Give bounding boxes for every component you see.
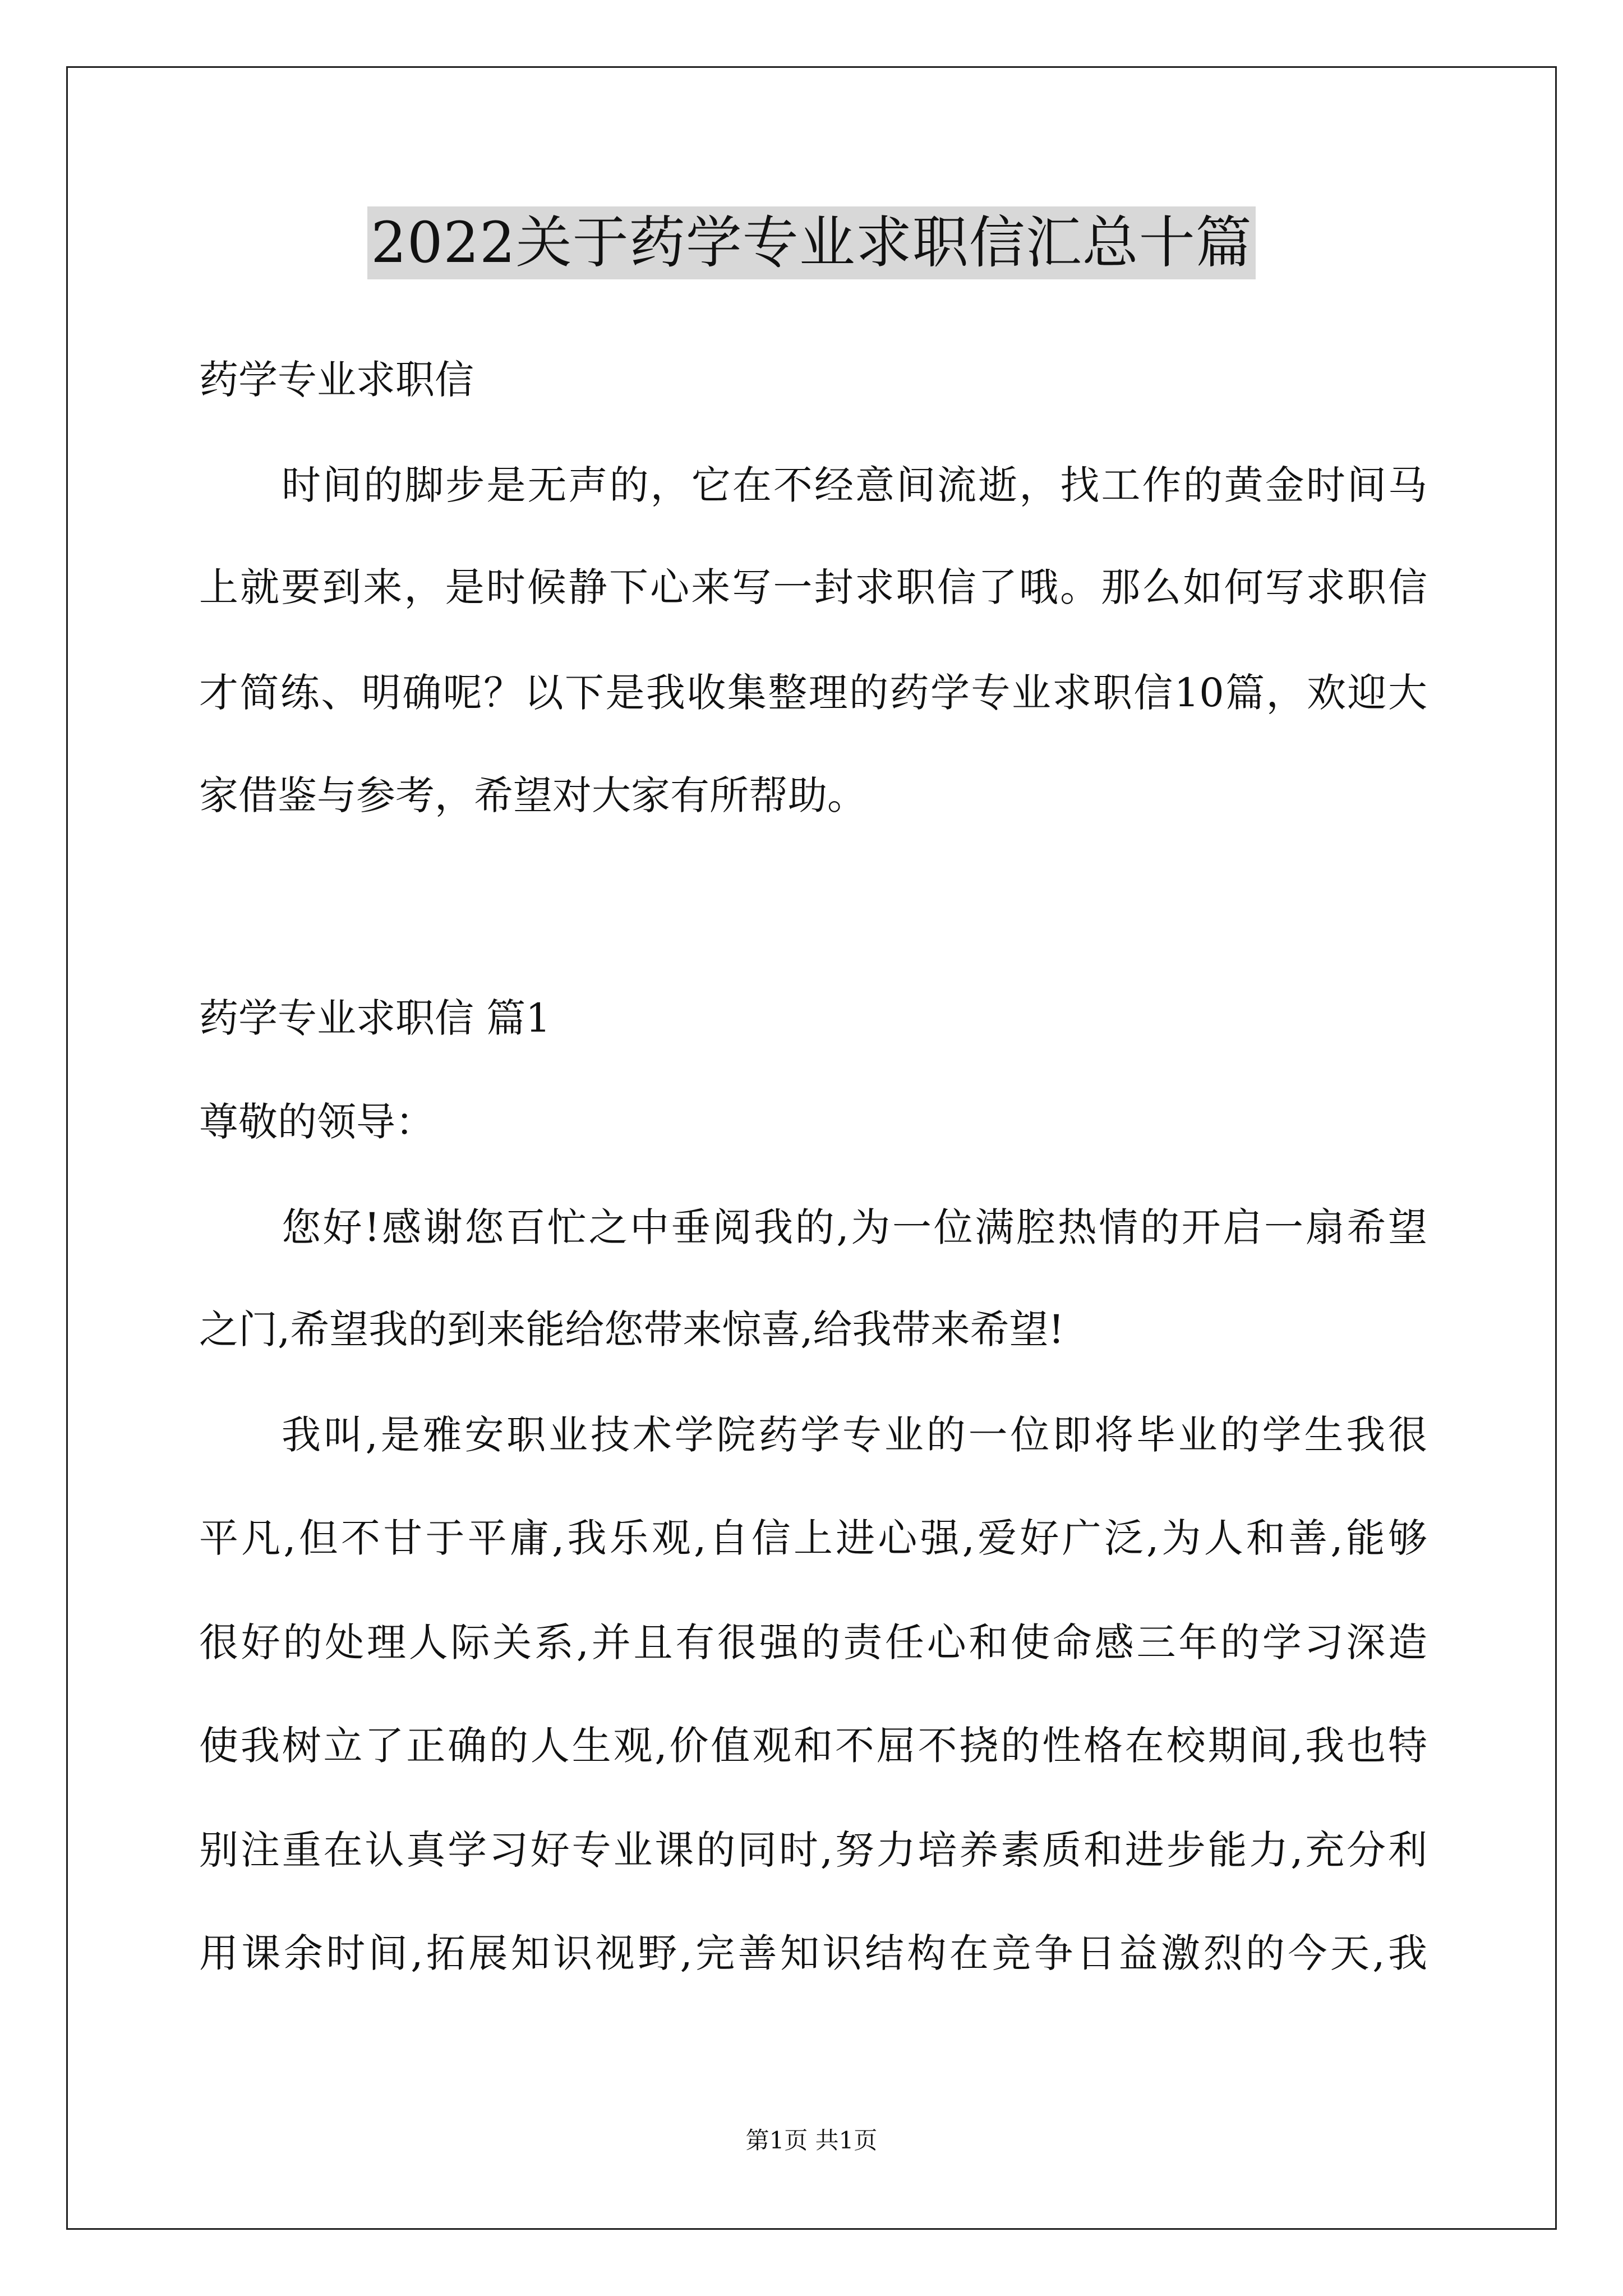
paragraph-line: 我叫,是雅安职业技术学院药学专业的一位即将毕业的学生我很 bbox=[282, 1412, 1427, 1458]
paragraph-line: 用课余时间,拓展知识视野,完善知识结构在竞争日益激烈的今天,我 bbox=[199, 1930, 1427, 1976]
section-heading: 药学专业求职信 篇1 bbox=[199, 995, 551, 1041]
paragraph-line: 才简练、明确呢？以下是我收集整理的药学专业求职信10篇，欢迎大 bbox=[199, 670, 1427, 716]
paragraph-line: 使我树立了正确的人生观,价值观和不屈不挠的性格在校期间,我也特 bbox=[199, 1723, 1428, 1769]
section-heading: 药学专业求职信 bbox=[199, 357, 474, 403]
paragraph-line: 很好的处理人际关系,并且有很强的责任心和使命感三年的学习深造 bbox=[199, 1619, 1427, 1665]
salutation: 尊敬的领导： bbox=[199, 1099, 435, 1145]
paragraph-line: 别注重在认真学习好专业课的同时,努力培养素质和进步能力,充分利 bbox=[199, 1827, 1428, 1873]
title-container bbox=[0, 206, 1623, 279]
paragraph-line: 平凡,但不甘于平庸,我乐观,自信上进心强,爱好广泛,为人和善,能够 bbox=[199, 1515, 1427, 1561]
paragraph-line: 家借鉴与参考，希望对大家有所帮助。 bbox=[199, 772, 866, 818]
paragraph-line: 上就要到来，是时候静下心来写一封求职信了哦。那么如何写求职信 bbox=[199, 564, 1427, 610]
paragraph-line: 您好!感谢您百忙之中垂阅我的,为一位满腔热情的开启一扇希望 bbox=[282, 1204, 1427, 1250]
document-title: 2022关于药学专业求职信汇总十篇 bbox=[367, 206, 1256, 279]
paragraph-line: 时间的脚步是无声的，它在不经意间流逝，找工作的黄金时间马 bbox=[282, 462, 1427, 508]
page-footer: 第1页 共1页 bbox=[745, 2127, 878, 2154]
paragraph-line: 之门,希望我的到来能给您带来惊喜,给我带来希望! bbox=[199, 1306, 1064, 1352]
